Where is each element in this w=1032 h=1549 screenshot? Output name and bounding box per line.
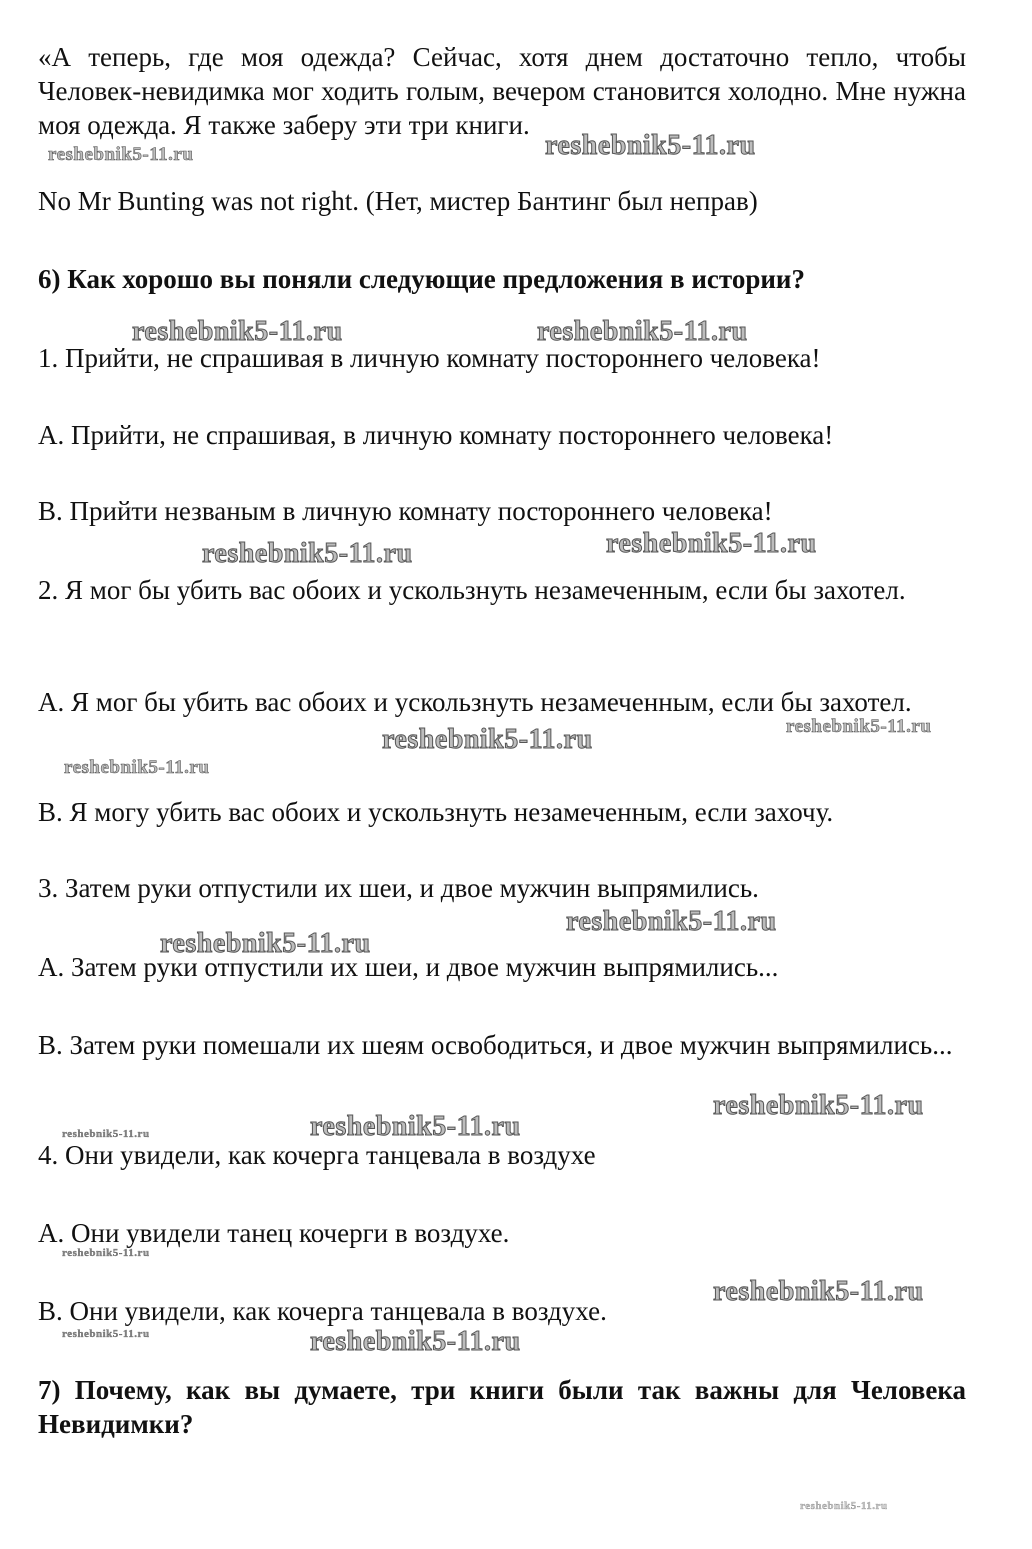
item-1-option-a: A. Прийти, не спрашивая, в личную комнату постороннего человека! [38,420,834,450]
watermark: reshebnik5-11.ru [382,724,593,755]
watermark: reshebnik5-11.ru [566,906,777,937]
item-2-option-a: A. Я мог бы убить вас обоих и ускользнуть незамеченным, если бы захотел. [38,687,912,717]
watermark: reshebnik5-11.ru [713,1090,924,1121]
item-1-option-b: B. Прийти незваным в личную комнату постороннего человека! [38,496,773,526]
watermark: reshebnik5-11.ru [537,316,748,347]
watermark: reshebnik5-11.ru [310,1326,521,1357]
watermark: reshebnik5-11.ru [62,1128,150,1140]
intro-paragraph: «А теперь, где моя одежда? Сейчас, хотя днем достаточно тепло, чтобы Человек-невидимка мог ходить голым, вечером становится холодно. Мне нужна моя одежда. Я также заберу эти три книги. [38,42,966,140]
watermark-hidden: reshebnik5-11.ru [800,1500,888,1512]
item-4-sentence: 4. Они увидели, как кочерга танцевала в воздухе [38,1140,596,1170]
watermark: reshebnik5-11.ru [160,928,371,959]
watermark: reshebnik5-11.ru [62,1247,150,1259]
watermark: reshebnik5-11.ru [310,1111,521,1142]
watermark: reshebnik5-11.ru [48,144,194,165]
watermark: reshebnik5-11.ru [132,316,343,347]
watermark: reshebnik5-11.ru [545,130,756,161]
heading-6: 6) Как хорошо вы поняли следующие предложения в истории? [38,264,805,294]
watermark: reshebnik5-11.ru [786,716,932,737]
item-2-sentence: 2. Я мог бы убить вас обоих и ускользнуть незамеченным, если бы захотел. [38,575,906,605]
watermark: reshebnik5-11.ru [202,538,413,569]
answer-5: No Mr Bunting was not right. (Нет, мистер Бантинг был неправ) [38,186,758,216]
watermark: reshebnik5-11.ru [62,1328,150,1340]
item-4-option-b: B. Они увидели, как кочерга танцевала в воздухе. [38,1296,607,1326]
item-3-option-b: B. Затем руки помешали их шеям освободиться, и двое мужчин выпрямились... [38,1030,953,1060]
watermark: reshebnik5-11.ru [713,1276,924,1307]
item-3-sentence: 3. Затем руки отпустили их шеи, и двое мужчин выпрямились. [38,873,759,903]
item-1-sentence: 1. Прийти, не спрашивая в личную комнату постороннего человека! [38,343,821,373]
item-4-option-a: A. Они увидели танец кочерги в воздухе. [38,1218,510,1248]
item-2-option-b: B. Я могу убить вас обоих и ускользнуть незамеченным, если захочу. [38,797,834,827]
watermark: reshebnik5-11.ru [64,757,210,778]
watermark: reshebnik5-11.ru [606,528,817,559]
item-3-option-a: A. Затем руки отпустили их шеи, и двое мужчин выпрямились... [38,952,779,982]
heading-7: 7) Почему, как вы думаете, три книги были так важны для Человека Невидимки? [38,1375,966,1439]
